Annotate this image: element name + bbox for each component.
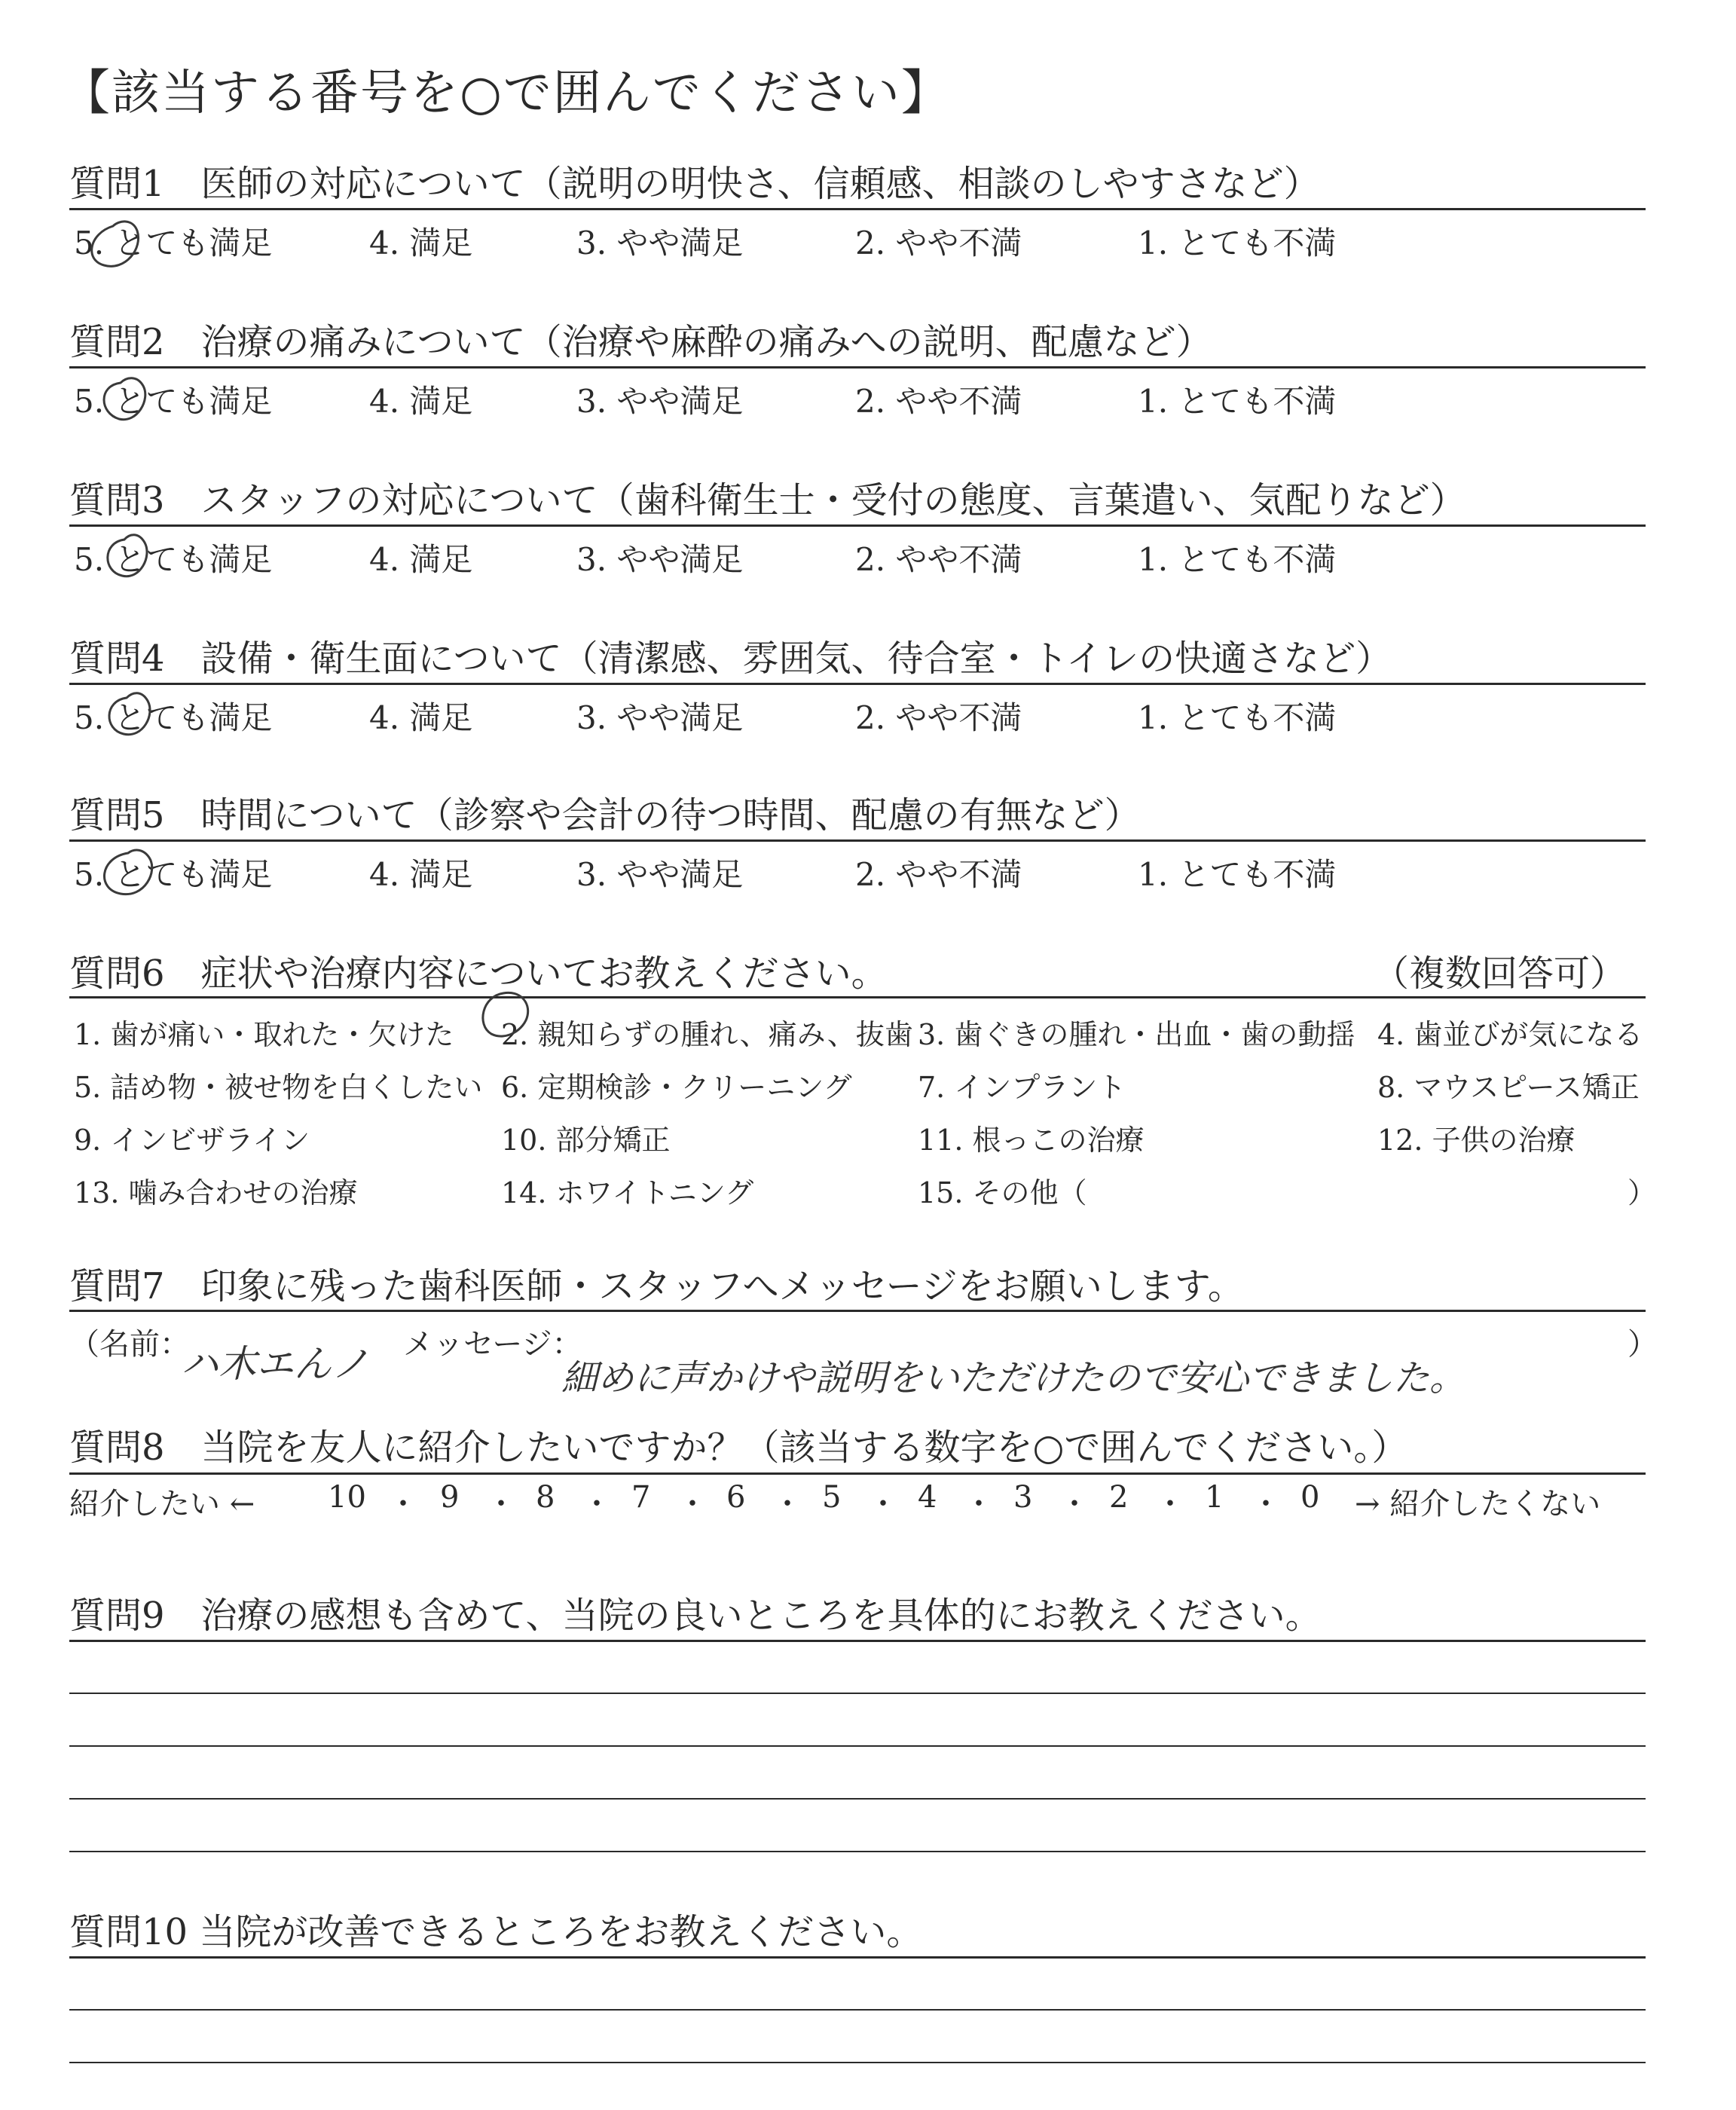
q8-score-3[interactable]: 3 bbox=[1013, 1480, 1033, 1515]
q2-option-5[interactable]: 5. とても満足 bbox=[74, 383, 273, 420]
question-1-title: 質問1 医師の対応について（説明の明快さ、信頼感、相談のしやすさなど） bbox=[69, 163, 1320, 205]
question-6-title: 質問6 症状や治療内容についてお教えください。 bbox=[69, 953, 888, 995]
q8-score-8[interactable]: 8 bbox=[536, 1480, 555, 1515]
q6-option-1[interactable]: 1. 歯が痛い・取れた・欠けた bbox=[74, 1018, 454, 1051]
question-7-divider bbox=[69, 1310, 1646, 1312]
q3-option-2[interactable]: 2. やや不満 bbox=[855, 541, 1022, 578]
q2-option-1[interactable]: 1. とても不満 bbox=[1138, 383, 1337, 420]
q3-option-4[interactable]: 4. 満足 bbox=[369, 541, 473, 578]
q6-option-10[interactable]: 10. 部分矯正 bbox=[501, 1124, 671, 1157]
q6-option-12[interactable]: 12. 子供の治療 bbox=[1377, 1124, 1576, 1157]
q6-option-15[interactable]: 15. その他（ bbox=[918, 1176, 1087, 1209]
q8-score-5[interactable]: 5 bbox=[822, 1480, 842, 1515]
q10-answer-line[interactable] bbox=[69, 2009, 1646, 2011]
q1-option-3[interactable]: 3. やや満足 bbox=[576, 225, 744, 261]
q1-option-2[interactable]: 2. やや不満 bbox=[855, 225, 1022, 261]
q7-message-value[interactable]: 細めに声かけや説明をいただけたので安心できました。 bbox=[561, 1357, 1466, 1399]
q7-close-paren: ） bbox=[1628, 1327, 1658, 1362]
q8-separator: ・ bbox=[868, 1487, 898, 1521]
q6-option-4[interactable]: 4. 歯並びが気になる bbox=[1377, 1018, 1643, 1051]
q8-score-10[interactable]: 10 bbox=[328, 1480, 366, 1515]
q6-option-13[interactable]: 13. 噛み合わせの治療 bbox=[74, 1176, 358, 1209]
q4-option-4[interactable]: 4. 満足 bbox=[369, 699, 473, 736]
q4-option-1[interactable]: 1. とても不満 bbox=[1138, 699, 1337, 736]
q4-option-2[interactable]: 2. やや不満 bbox=[855, 699, 1022, 736]
question-6-divider bbox=[69, 996, 1646, 998]
q3-option-3[interactable]: 3. やや満足 bbox=[576, 541, 744, 578]
q5-option-4[interactable]: 4. 満足 bbox=[369, 856, 473, 893]
question-1-divider bbox=[69, 208, 1646, 210]
q6-option-2[interactable]: 2. 親知らずの腫れ、痛み、抜歯 bbox=[501, 1018, 913, 1051]
q6-option-5[interactable]: 5. 詰め物・被せ物を白くしたい bbox=[74, 1071, 483, 1104]
q10-answer-line[interactable] bbox=[69, 2062, 1646, 2063]
q9-answer-line[interactable] bbox=[69, 1745, 1646, 1747]
question-4-title: 質問4 設備・衛生面について（清潔感、雰囲気、待合室・トイレの快適さなど） bbox=[69, 638, 1392, 680]
q9-answer-line[interactable] bbox=[69, 1798, 1646, 1800]
question-8-divider bbox=[69, 1472, 1646, 1475]
question-2-divider bbox=[69, 366, 1646, 368]
q8-separator: ・ bbox=[772, 1487, 802, 1521]
q8-score-0[interactable]: 0 bbox=[1300, 1480, 1320, 1515]
question-10-divider bbox=[69, 1956, 1646, 1959]
q8-score-6[interactable]: 6 bbox=[726, 1480, 746, 1515]
q5-option-5[interactable]: 5. とても満足 bbox=[74, 856, 273, 893]
q6-option-15-close: ） bbox=[1628, 1176, 1657, 1209]
q6-option-6[interactable]: 6. 定期検診・クリーニング bbox=[501, 1071, 852, 1104]
q2-option-4[interactable]: 4. 満足 bbox=[369, 383, 473, 420]
q6-option-9[interactable]: 9. インビザライン bbox=[74, 1124, 310, 1157]
q8-separator: ・ bbox=[964, 1487, 994, 1521]
question-2-title: 質問2 治療の痛みについて（治療や麻酔の痛みへの説明、配慮など） bbox=[69, 321, 1212, 363]
q6-option-3[interactable]: 3. 歯ぐきの腫れ・出血・歯の動揺 bbox=[918, 1018, 1355, 1051]
q8-separator: ・ bbox=[582, 1487, 612, 1521]
q8-separator: ・ bbox=[486, 1487, 516, 1521]
q8-left-label: 紹介したい ← bbox=[69, 1487, 255, 1521]
question-8-title: 質問8 当院を友人に紹介したいですか？（該当する数字を○で囲んでください。） bbox=[69, 1427, 1408, 1469]
q8-score-4[interactable]: 4 bbox=[918, 1480, 937, 1515]
question-7-title: 質問7 印象に残った歯科医師・スタッフへメッセージをお願いします。 bbox=[69, 1265, 1244, 1307]
q8-separator: ・ bbox=[1059, 1487, 1090, 1521]
q8-separator: ・ bbox=[388, 1487, 418, 1521]
q2-option-2[interactable]: 2. やや不満 bbox=[855, 383, 1022, 420]
question-5-title: 質問5 時間について（診察や会計の待つ時間、配慮の有無など） bbox=[69, 794, 1141, 836]
q5-option-3[interactable]: 3. やや満足 bbox=[576, 856, 744, 893]
q9-answer-line[interactable] bbox=[69, 1851, 1646, 1852]
q4-option-3[interactable]: 3. やや満足 bbox=[576, 699, 744, 736]
question-6-multiple-note: （複数回答可） bbox=[1373, 953, 1627, 995]
q1-option-5[interactable]: 5. とても満足 bbox=[74, 225, 273, 261]
q7-message-label: メッセージ： bbox=[403, 1327, 582, 1362]
q6-option-7[interactable]: 7. インプラント bbox=[918, 1071, 1126, 1104]
q8-right-label: → 紹介したくない bbox=[1355, 1487, 1601, 1521]
q3-option-1[interactable]: 1. とても不満 bbox=[1138, 541, 1337, 578]
question-10-title: 質問10 当院が改善できるところをお教えください。 bbox=[69, 1911, 923, 1953]
q2-option-3[interactable]: 3. やや満足 bbox=[576, 383, 744, 420]
q8-score-9[interactable]: 9 bbox=[440, 1480, 460, 1515]
q9-answer-line[interactable] bbox=[69, 1693, 1646, 1694]
q5-option-2[interactable]: 2. やや不満 bbox=[855, 856, 1022, 893]
q8-separator: ・ bbox=[1251, 1487, 1281, 1521]
q4-option-5[interactable]: 5. とても満足 bbox=[74, 699, 273, 736]
q6-option-11[interactable]: 11. 根っこの治療 bbox=[918, 1124, 1145, 1157]
q8-score-2[interactable]: 2 bbox=[1109, 1480, 1129, 1515]
question-9-divider bbox=[69, 1640, 1646, 1642]
q6-option-8[interactable]: 8. マウスピース矯正 bbox=[1377, 1071, 1640, 1104]
q8-separator: ・ bbox=[1155, 1487, 1185, 1521]
q8-separator: ・ bbox=[677, 1487, 708, 1521]
q1-option-4[interactable]: 4. 満足 bbox=[369, 225, 473, 261]
q1-option-1[interactable]: 1. とても不満 bbox=[1138, 225, 1337, 261]
question-4-divider bbox=[69, 683, 1646, 685]
question-3-divider bbox=[69, 524, 1646, 527]
q6-option-14[interactable]: 14. ホワイトニング bbox=[501, 1176, 754, 1209]
question-5-divider bbox=[69, 839, 1646, 842]
q8-score-7[interactable]: 7 bbox=[631, 1480, 651, 1515]
q3-option-5[interactable]: 5. とても満足 bbox=[74, 541, 273, 578]
q7-name-label: （名前： bbox=[69, 1327, 190, 1362]
q7-name-value[interactable]: ハ木エんノ bbox=[181, 1342, 369, 1386]
q8-score-1[interactable]: 1 bbox=[1205, 1480, 1224, 1515]
question-9-title: 質問9 治療の感想も含めて、当院の良いところを具体的にお教えください。 bbox=[69, 1595, 1322, 1637]
q5-option-1[interactable]: 1. とても不満 bbox=[1138, 856, 1337, 893]
page-title: 【該当する番号を○で囲んでください】 bbox=[62, 66, 951, 121]
question-3-title: 質問3 スタッフの対応について（歯科衛生士・受付の態度、言葉遣い、気配りなど） bbox=[69, 479, 1466, 521]
